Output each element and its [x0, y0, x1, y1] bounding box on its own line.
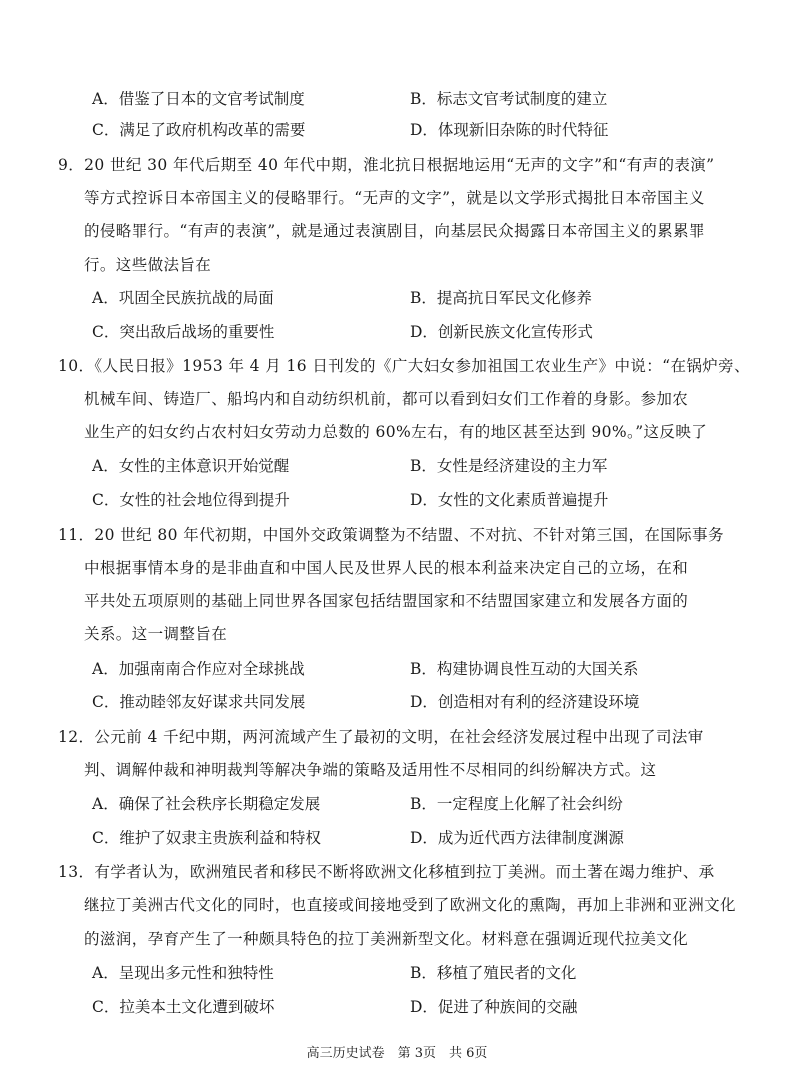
q9-stem-line: 行。这些做法旨在 [84, 256, 212, 274]
q9-stem-line: 的侵略罪行。“有声的表演”，就是通过表演剧目，向基层民众揭露日本帝国主义的累累罪 [84, 222, 705, 240]
q11-option-c: C．推动睦邻友好谋求共同发展 [92, 693, 306, 711]
q13-option-a: A．呈现出多元性和独特性 [92, 964, 274, 982]
q10-stem-line: 10．《人民日报》1953 年 4 月 16 日刊发的《广大妇女参加祖国工农业生产》中说：“在锅炉旁、 [58, 357, 750, 375]
q9-stem-line: 等方式控诉日本帝国主义的侵略罪行。“无声的文字”，就是以文学形式揭批日本帝国主义 [84, 189, 705, 207]
q10-stem-line: 业生产的妇女约占农村妇女劳动力总数的 60%左右，有的地区甚至达到 90%。”这反映了 [84, 423, 708, 441]
q10-option-c: C．女性的社会地位得到提升 [92, 491, 290, 509]
q9-option-a: A．巩固全民族抗战的局面 [92, 289, 274, 307]
q11-stem-line: 11．20 世纪 80 年代初期，中国外交政策调整为不结盟、不对抗、不针对第三国，在国际事务 [58, 526, 724, 544]
q13-option-c: C．拉美本土文化遭到破坏 [92, 998, 275, 1016]
q9-stem-line: 9．20 世纪 30 年代后期至 40 年代中期，淮北抗日根据地运用“无声的文字”和“有声的表演” [58, 156, 715, 174]
q13-stem-line: 的滋润，孕育产生了一种颇具特色的拉丁美洲新型文化。材料意在强调近现代拉美文化 [84, 930, 689, 948]
q8-option-d: D．体现新旧杂陈的时代特征 [410, 121, 609, 139]
q12-option-a: A．确保了社会秩序长期稳定发展 [92, 795, 321, 813]
q8-option-c: C．满足了政府机构改革的需要 [92, 121, 306, 139]
q9-option-c: C．突出敌后战场的重要性 [92, 323, 275, 341]
q11-option-b: B．构建协调良性互动的大国关系 [410, 660, 639, 678]
q11-stem-line: 平共处五项原则的基础上同世界各国家包括结盟国家和不结盟国家建立和发展各方面的 [84, 592, 689, 610]
q12-stem-line: 12．公元前 4 千纪中期，两河流域产生了最初的文明，在社会经济发展过程中出现了司法审 [58, 728, 704, 746]
q12-option-c: C．维护了奴隶主贵族利益和特权 [92, 829, 321, 847]
q9-option-b: B．提高抗日军民文化修养 [410, 289, 592, 307]
q11-stem-line: 中根据事情本身的是非曲直和中国人民及世界人民的根本利益来决定自己的立场，在和 [84, 559, 689, 577]
q12-option-d: D．成为近代西方法律制度渊源 [410, 829, 624, 847]
q11-option-a: A．加强南南合作应对全球挑战 [92, 660, 305, 678]
q12-stem-line: 判、调解仲裁和神明裁判等解决争端的策略及适用性不尽相同的纠纷解决方式。这 [84, 761, 657, 779]
q10-option-a: A．女性的主体意识开始觉醒 [92, 457, 290, 475]
q13-option-d: D．促进了种族间的交融 [410, 998, 578, 1016]
q13-stem-line: 继拉丁美洲古代文化的同时，也直接或间接地受到了欧洲文化的熏陶，再加上非洲和亚洲文化 [84, 896, 736, 914]
q8-option-a: A．借鉴了日本的文官考试制度 [92, 90, 305, 108]
q10-stem-line: 机械车间、铸造厂、船坞内和自动纺织机前，都可以看到妇女们工作着的身影。参加农 [84, 390, 689, 408]
q11-option-d: D．创造相对有利的经济建设环境 [410, 693, 640, 711]
q9-option-d: D．创新民族文化宣传形式 [410, 323, 593, 341]
q10-option-b: B．女性是经济建设的主力军 [410, 457, 608, 475]
q13-stem-line: 13．有学者认为，欧洲殖民者和移民不断将欧洲文化移植到拉丁美洲。而土著在竭力维护、承 [58, 863, 715, 881]
q13-option-b: B．移植了殖民者的文化 [410, 964, 577, 982]
q8-option-b: B．标志文官考试制度的建立 [410, 90, 608, 108]
q12-option-b: B．一定程度上化解了社会纠纷 [410, 795, 623, 813]
page-footer: 高三历史试卷 第 3页 共 6页 [306, 1046, 488, 1061]
q11-stem-line: 关系。这一调整旨在 [84, 625, 228, 643]
q10-option-d: D．女性的文化素质普遍提升 [410, 491, 609, 509]
